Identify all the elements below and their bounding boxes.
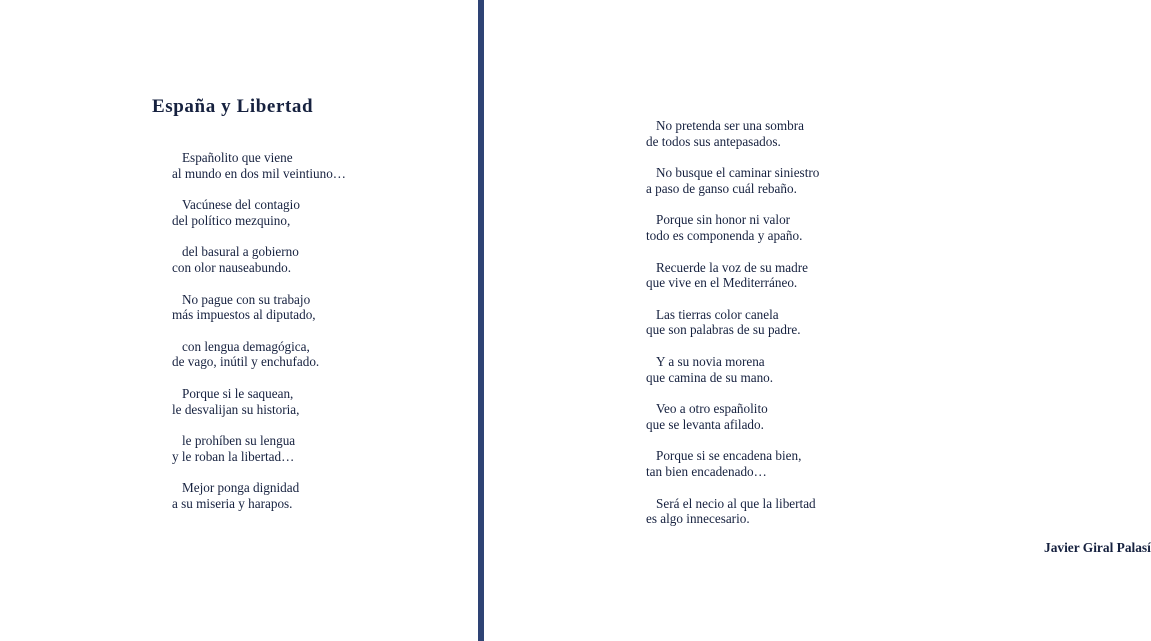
stanza xyxy=(172,292,462,323)
poem-line: Porque sin honor ni valor xyxy=(656,212,791,228)
stanza xyxy=(646,118,946,149)
stanza xyxy=(646,212,946,243)
poem-line: No pretenda ser una sombra xyxy=(656,118,804,133)
right-column-stanzas xyxy=(646,118,946,543)
poem-line: con olor nauseabundo. xyxy=(172,259,292,275)
stanza xyxy=(172,480,462,511)
stanza xyxy=(646,165,946,196)
left-column xyxy=(0,0,478,641)
poem-line: Veo a otro españolito xyxy=(656,401,768,417)
poem-line: más impuestos al diputado, xyxy=(172,307,316,323)
page-title: España y Libertad xyxy=(152,96,314,117)
stanza xyxy=(646,448,946,479)
poem-line: que se levanta afilado. xyxy=(646,416,764,432)
poem-line: que vive en el Mediterráneo. xyxy=(646,275,798,291)
stanza xyxy=(172,197,462,228)
poem-line: le prohíben su lengua xyxy=(182,433,296,449)
poem-line: todo es componenda y apaño. xyxy=(646,227,803,243)
stanza xyxy=(646,307,946,338)
stanza xyxy=(646,401,946,432)
poem-line: Vacúnese del contagio xyxy=(182,197,300,213)
stanza xyxy=(646,496,946,527)
poem-line: Recuerde la voz de su madre xyxy=(656,259,808,275)
stanza xyxy=(646,260,946,291)
poem-line: a su miseria y harapos. xyxy=(172,495,293,511)
stanza xyxy=(172,386,462,417)
poem-line: Porque si se encadena bien, xyxy=(656,448,802,464)
poem-line: No busque el caminar siniestro xyxy=(656,165,820,181)
poem-line: Y a su novia morena xyxy=(656,353,765,369)
poem-line: es algo innecesario. xyxy=(646,511,750,527)
poem-line: de vago, inútil y enchufado. xyxy=(172,354,320,370)
poem-line: al mundo en dos mil veintiuno… xyxy=(172,165,346,181)
poem-line: que camina de su mano. xyxy=(646,369,774,385)
stanza xyxy=(172,150,462,181)
poem-line: No pague con su trabajo xyxy=(182,291,311,307)
poem-line: Porque si le saquean, xyxy=(182,385,294,401)
poem-line: Españolito que viene xyxy=(182,150,293,165)
poem-line: del político mezquino, xyxy=(172,212,291,228)
poem-line: con lengua demagógica, xyxy=(182,338,310,354)
stanza xyxy=(646,354,946,385)
poem-line: que son palabras de su padre. xyxy=(646,322,801,338)
poem-line: le desvalijan su historia, xyxy=(172,401,300,417)
poem-line: tan bien encadenado… xyxy=(646,463,767,479)
poem-line: a paso de ganso cuál rebaño. xyxy=(646,180,797,196)
stanza xyxy=(172,433,462,464)
right-column xyxy=(484,0,1151,641)
author-signature: Javier Giral Palasí xyxy=(1044,540,1151,555)
poem-line: Mejor ponga dignidad xyxy=(182,480,300,496)
stanza xyxy=(172,244,462,275)
poem-line: y le roban la libertad… xyxy=(172,448,295,464)
poem-line: Será el necio al que la libertad xyxy=(656,495,816,511)
poem-line: de todos sus antepasados. xyxy=(646,133,781,149)
left-column-stanzas xyxy=(172,150,462,528)
poem-line: del basural a gobierno xyxy=(182,244,299,260)
stanza xyxy=(172,339,462,370)
poem-line: Las tierras color canela xyxy=(656,306,779,322)
